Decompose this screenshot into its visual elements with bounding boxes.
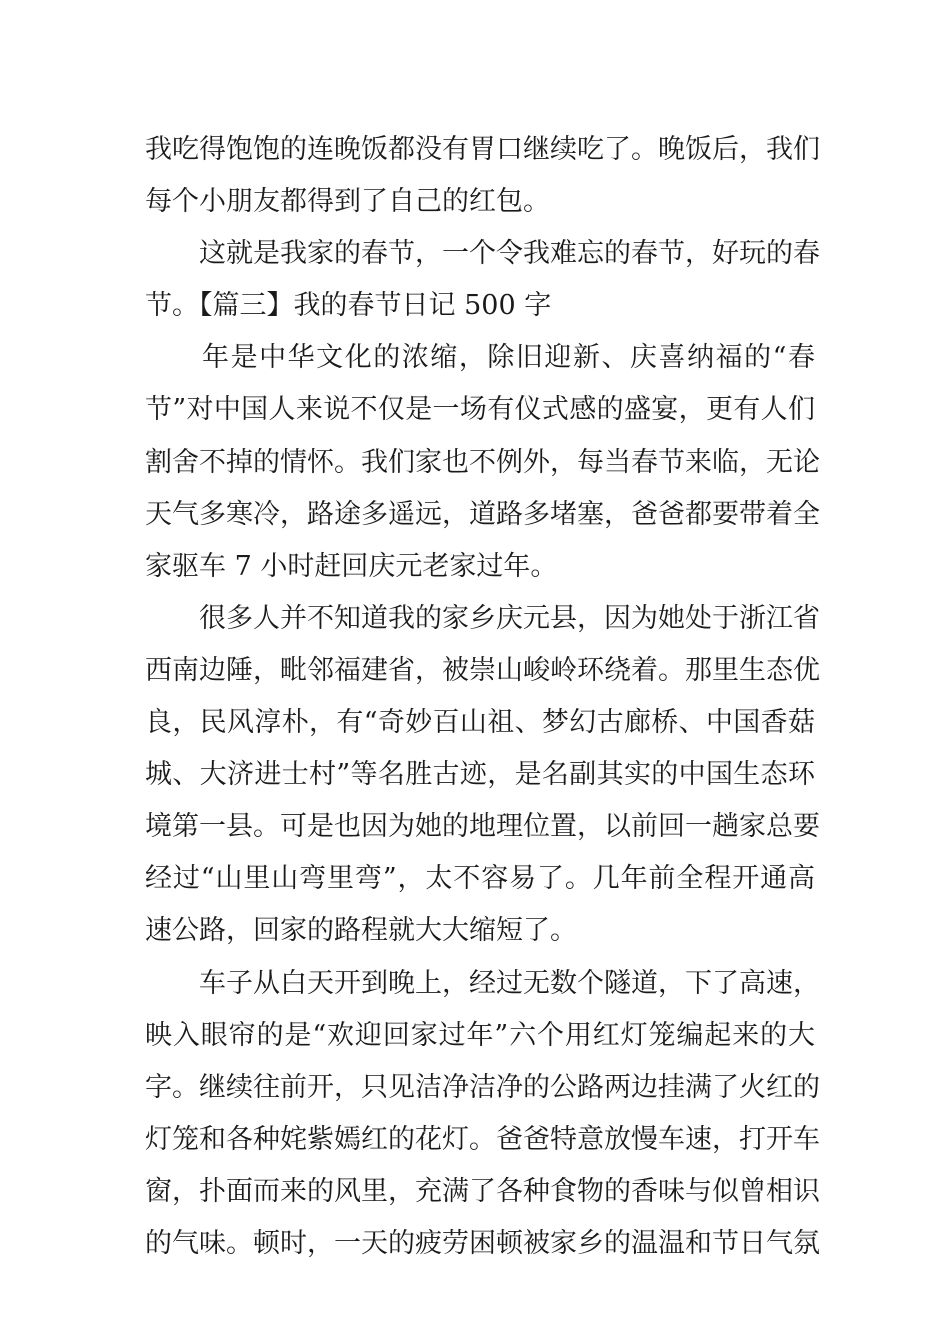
text-line: 割舍不掉的情怀。我们家也不例外，每当春节来临，无论 [145,446,820,478]
text-line: 很多人并不知道我的家乡庆元县，因为她处于浙江省 [145,602,820,634]
text-line: 映入眼帘的是“欢迎回家过年”六个用红灯笼编起来的大 [145,1019,815,1051]
body-text [145,124,820,1270]
text-line: 西南边陲，毗邻福建省，被崇山峻岭环绕着。那里生态优 [145,654,820,686]
text-line: 速公路，回家的路程就大大缩短了。 [145,915,577,947]
text-line: 这就是我家的春节，一个令我难忘的春节，好玩的春 [145,238,820,270]
text-line: 窗，扑面而来的风里，充满了各种食物的香味与似曾相识 [145,1175,820,1207]
text-line: 境第一县。可是也因为她的地理位置，以前回一趟家总要 [145,811,820,843]
text-line: 经过“山里山弯里弯”，太不容易了。几年前全程开通高 [145,863,815,895]
text-line: 我吃得饱饱的连晚饭都没有胃口继续吃了。晚饭后，我们 [145,134,820,165]
text-line: 车子从白天开到晚上，经过无数个隧道，下了高速， [145,967,820,999]
text-line: 节”对中国人来说不仅是一场有仪式感的盛宴，更有人们 [145,394,815,426]
text-line: 天气多寒冷，路途多遥远，道路多堵塞，爸爸都要带着全 [145,498,820,530]
text-line: 节。【篇三】我的春节日记 500 字 [145,290,552,322]
text-line: 良，民风淳朴，有“奇妙百山祖、梦幻古廊桥、中国香菇 [145,707,815,739]
text-line: 字。继续往前开，只见洁净洁净的公路两边挂满了火红的 [145,1071,820,1103]
text-line: 城、大济进士村”等名胜古迹，是名副其实的中国生态环 [145,759,815,791]
text-line: 家驱车 7 小时赶回庆元老家过年。 [145,550,558,582]
text-line: 的气味。顿时，一天的疲劳困顿被家乡的温温和节日气氛 [145,1227,820,1259]
text-line: 每个小朋友都得到了自己的红包。 [145,186,550,218]
text-line: 灯笼和各种姹紫嫣红的花灯。爸爸特意放慢车速，打开车 [145,1123,820,1155]
text-line: 年是中华文化的浓缩，除旧迎新、庆喜纳福的“春 [145,342,815,374]
